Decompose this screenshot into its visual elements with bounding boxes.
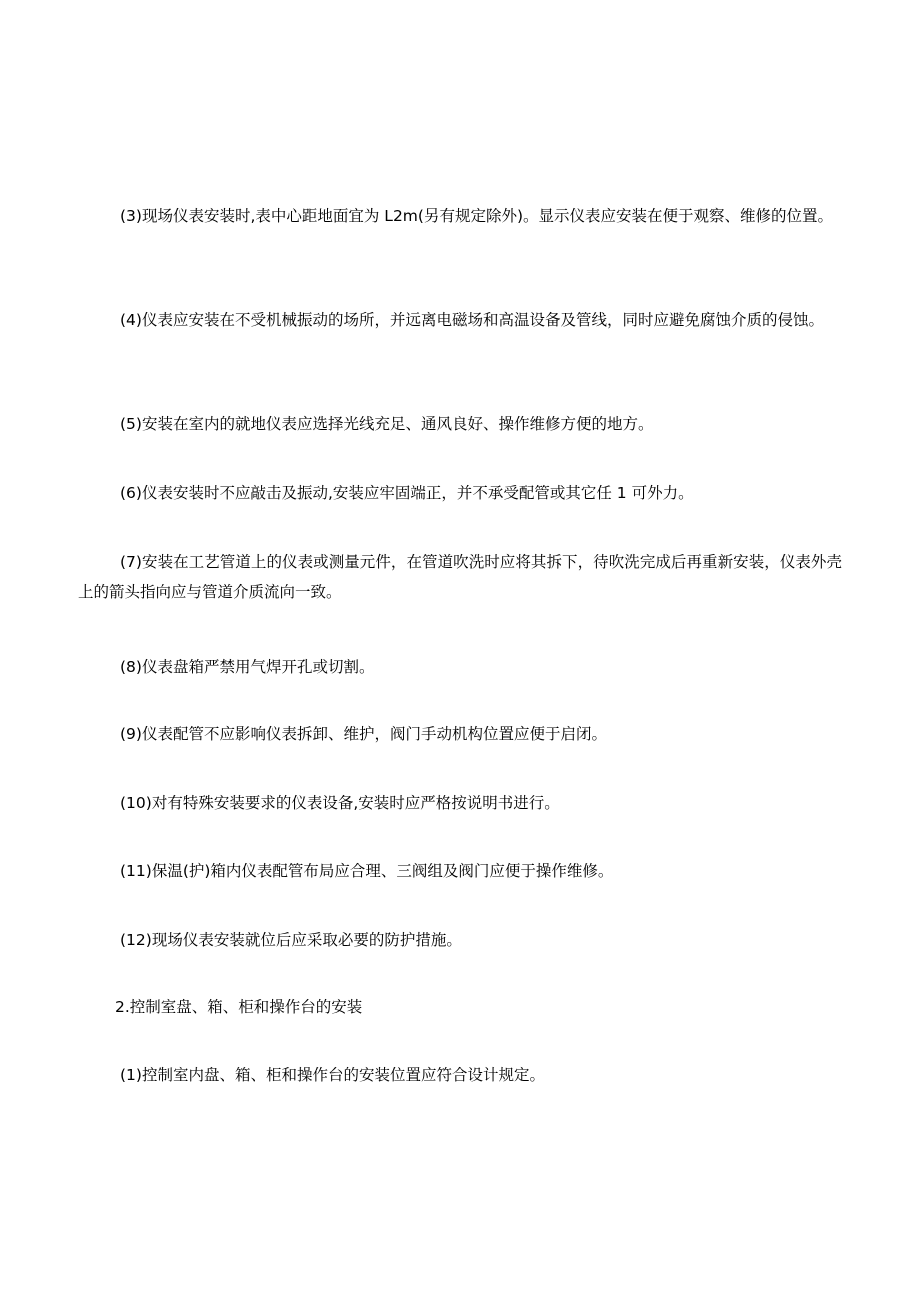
paragraph-12: (12)现场仪表安装就位后应采取必要的防护措施。 [120,931,462,949]
paragraph-7: (7)安装在工艺管道上的仪表或测量元件，在管道吹洗时应将其拆下，待吹洗完成后再重新安装，仪表外壳上的箭头指向应与管道介质流向一致。 [78,553,842,601]
section-heading-2: 2.控制室盘、箱、柜和操作台的安装 [115,998,363,1016]
paragraph-6: (6)仪表安装时不应敲击及振动,安装应牢固端正，并不承受配管或其它任 1 可外力。 [120,484,694,502]
paragraph-11: (11)保温(护)箱内仪表配管布局应合理、三阀组及阀门应便于操作维修。 [120,862,614,880]
paragraph-4: (4)仪表应安装在不受机械振动的场所，并远离电磁场和高温设备及管线，同时应避免腐蚀介质的侵蚀。 [120,311,824,329]
paragraph-10: (10)对有特殊安装要求的仪表设备,安装时应严格按说明书进行。 [120,794,560,812]
paragraph-9: (9)仪表配管不应影响仪表拆卸、维护，阀门手动机构位置应便于启闭。 [120,725,607,743]
paragraph-3: (3)现场仪表安装时,表中心距地面宜为 L2m(另有规定除外)。显示仪表应安装在便于观察、维修的位置。 [120,207,834,225]
paragraph-8: (8)仪表盘箱严禁用气焊开孔或切割。 [120,658,375,676]
paragraph-5: (5)安装在室内的就地仪表应选择光线充足、通风良好、操作维修方便的地方。 [120,415,654,433]
paragraph-2-1: (1)控制室内盘、箱、柜和操作台的安装位置应符合设计规定。 [120,1066,545,1084]
